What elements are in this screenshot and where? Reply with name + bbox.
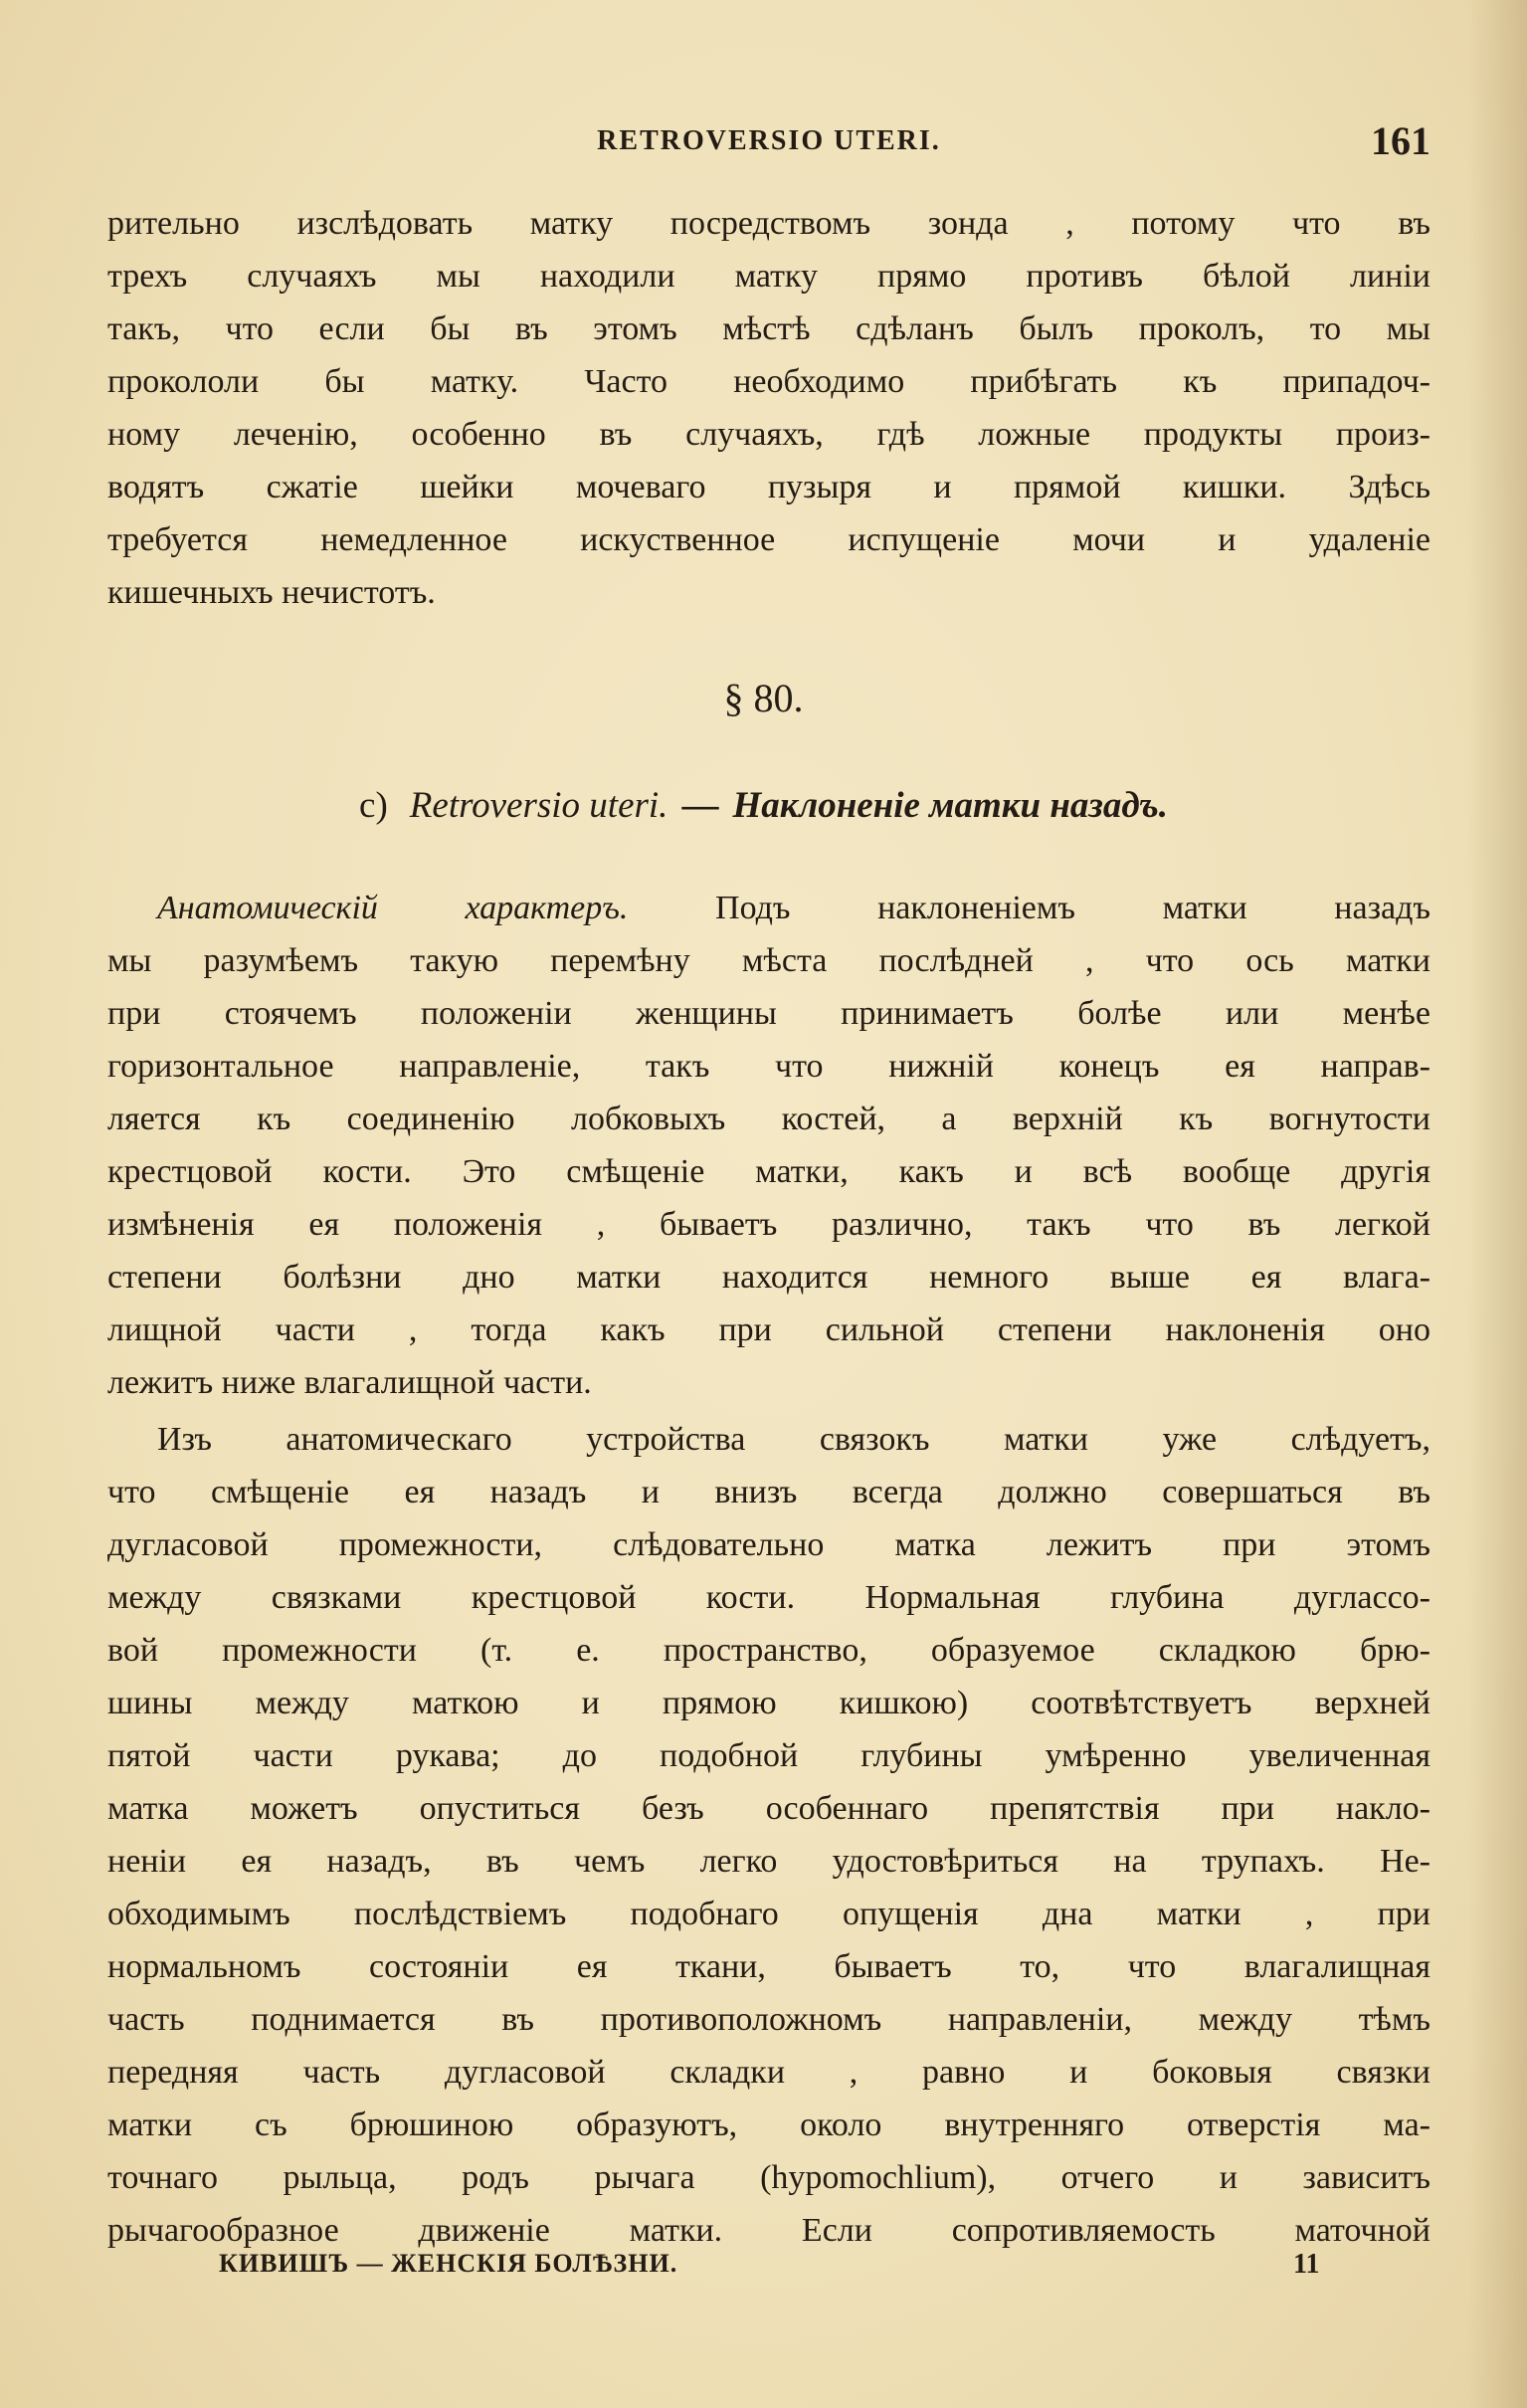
running-head: RETROVERSIO UTERI.	[597, 125, 941, 156]
text-line: требуется немедленное искуственное испущеніе мочи и удаленіе	[107, 521, 1431, 558]
page-header	[107, 117, 1431, 177]
text-line: передняя часть дугласовой складки , равно и боковыя связки	[107, 2054, 1431, 2091]
page-shadow	[1467, 0, 1527, 2408]
page-footer	[219, 2249, 1320, 2289]
section-number: § 80.	[723, 676, 804, 720]
text-line: рычагообразное движеніе матки. Если сопротивляемость маточной	[107, 2212, 1431, 2249]
section-russian-title: Наклоненіе матки назадъ.	[732, 785, 1168, 826]
text-line: шины между маткою и прямою кишкою) соотвѣтствуетъ верхней	[107, 1685, 1431, 1721]
sheet-number: 11	[1293, 2249, 1320, 2280]
text-line: часть поднимается въ противоположномъ направленіи, между тѣмъ	[107, 2001, 1431, 2038]
text-line: крестцовой кости. Это смѣщеніе матки, какъ и всѣ вообще другія	[107, 1153, 1431, 1190]
text-line: обходимымъ послѣдствіемъ подобнаго опущенія дна матки , при	[107, 1896, 1431, 1932]
text-line: ному леченію, особенно въ случаяхъ, гдѣ ложные продукты произ-	[107, 416, 1431, 453]
text-line: пятой части рукава; до подобной глубины умѣренно увеличенная	[107, 1737, 1431, 1774]
text-line: точнаго рыльца, родъ рычага (hypomochlium), отчего и зависитъ	[107, 2159, 1431, 2196]
text-line: неніи ея назадъ, въ чемъ легко удостовѣриться на трупахъ. Не-	[107, 1843, 1431, 1880]
text-line: матка можетъ опуститься безъ особеннаго препятствія при накло-	[107, 1790, 1431, 1827]
text-line: измѣненія ея положенія , бываетъ различно, такъ что въ легкой	[107, 1206, 1431, 1243]
text-line: такъ, что если бы въ этомъ мѣстѣ сдѣланъ былъ проколъ, то мы	[107, 310, 1431, 347]
section-letter: c)	[359, 785, 388, 826]
paragraph-ligaments	[107, 1413, 1431, 2257]
text-line: мы разумѣемъ такую перемѣну мѣста послѣдней , что ось матки	[107, 942, 1431, 979]
text-line: дугласовой промежности, слѣдовательно матка лежитъ при этомъ	[107, 1526, 1431, 1563]
text-line: прокололи бы матку. Часто необходимо прибѣгать къ припадоч-	[107, 363, 1431, 400]
text-line: водятъ сжатіе шейки мочеваго пузыря и прямой кишки. Здѣсь	[107, 469, 1431, 505]
text-line: степени болѣзни дно матки находится немного выше ея влага-	[107, 1259, 1431, 1296]
printer-signature: КИВИШЪ — ЖЕНСКІЯ БОЛѢЗНИ.	[219, 2249, 678, 2278]
paragraph-first-rest: Подъ наклоненіемъ матки назадъ	[628, 890, 1431, 926]
text-line: лежитъ ниже влагалищной части.	[107, 1364, 592, 1401]
text-line: ляется къ соединенію лобковыхъ костей, а верхній къ вогнутости	[107, 1101, 1431, 1137]
text-line: вой промежности (т. е. пространство, образуемое складкою брю-	[107, 1632, 1431, 1669]
text-line: при стоячемъ положеніи женщины принимаетъ болѣе или менѣе	[107, 995, 1431, 1032]
text-line: матки съ брюшиною образуютъ, около внутренняго отверстія ма-	[107, 2107, 1431, 2143]
text-line: трехъ случаяхъ мы находили матку прямо противъ бѣлой линіи	[107, 258, 1431, 295]
text-line: между связками крестцовой кости. Нормальная глубина дуглассо-	[107, 1579, 1431, 1616]
paragraph-anatomy	[107, 882, 1431, 1409]
page-number: 161	[1371, 118, 1431, 163]
text-line: нормальномъ состояніи ея ткани, бываетъ то, что влагалищная	[107, 1948, 1431, 1985]
text-line: лищной части , тогда какъ при сильной степени наклоненія оно	[107, 1311, 1431, 1348]
title-dash: —	[681, 785, 719, 826]
text-line: что смѣщеніе ея назадъ и внизъ всегда должно совершаться въ	[107, 1474, 1431, 1510]
text-line: горизонтальное направленіе, такъ что нижній конецъ ея направ-	[107, 1048, 1431, 1085]
paragraph-lead: Анатомическій характеръ.	[157, 890, 629, 926]
text-line: рительно изслѣдовать матку посредствомъ зонда , потому что въ	[107, 205, 1431, 242]
text-line: кишечныхъ нечистотъ.	[107, 574, 436, 611]
paragraph-top	[107, 197, 1431, 619]
section-title	[0, 776, 1527, 836]
text-line	[107, 882, 1431, 934]
text-line: Изъ анатомическаго устройства связокъ матки уже слѣдуетъ,	[157, 1421, 1431, 1458]
section-latin-title: Retroversio uteri.	[409, 785, 668, 826]
